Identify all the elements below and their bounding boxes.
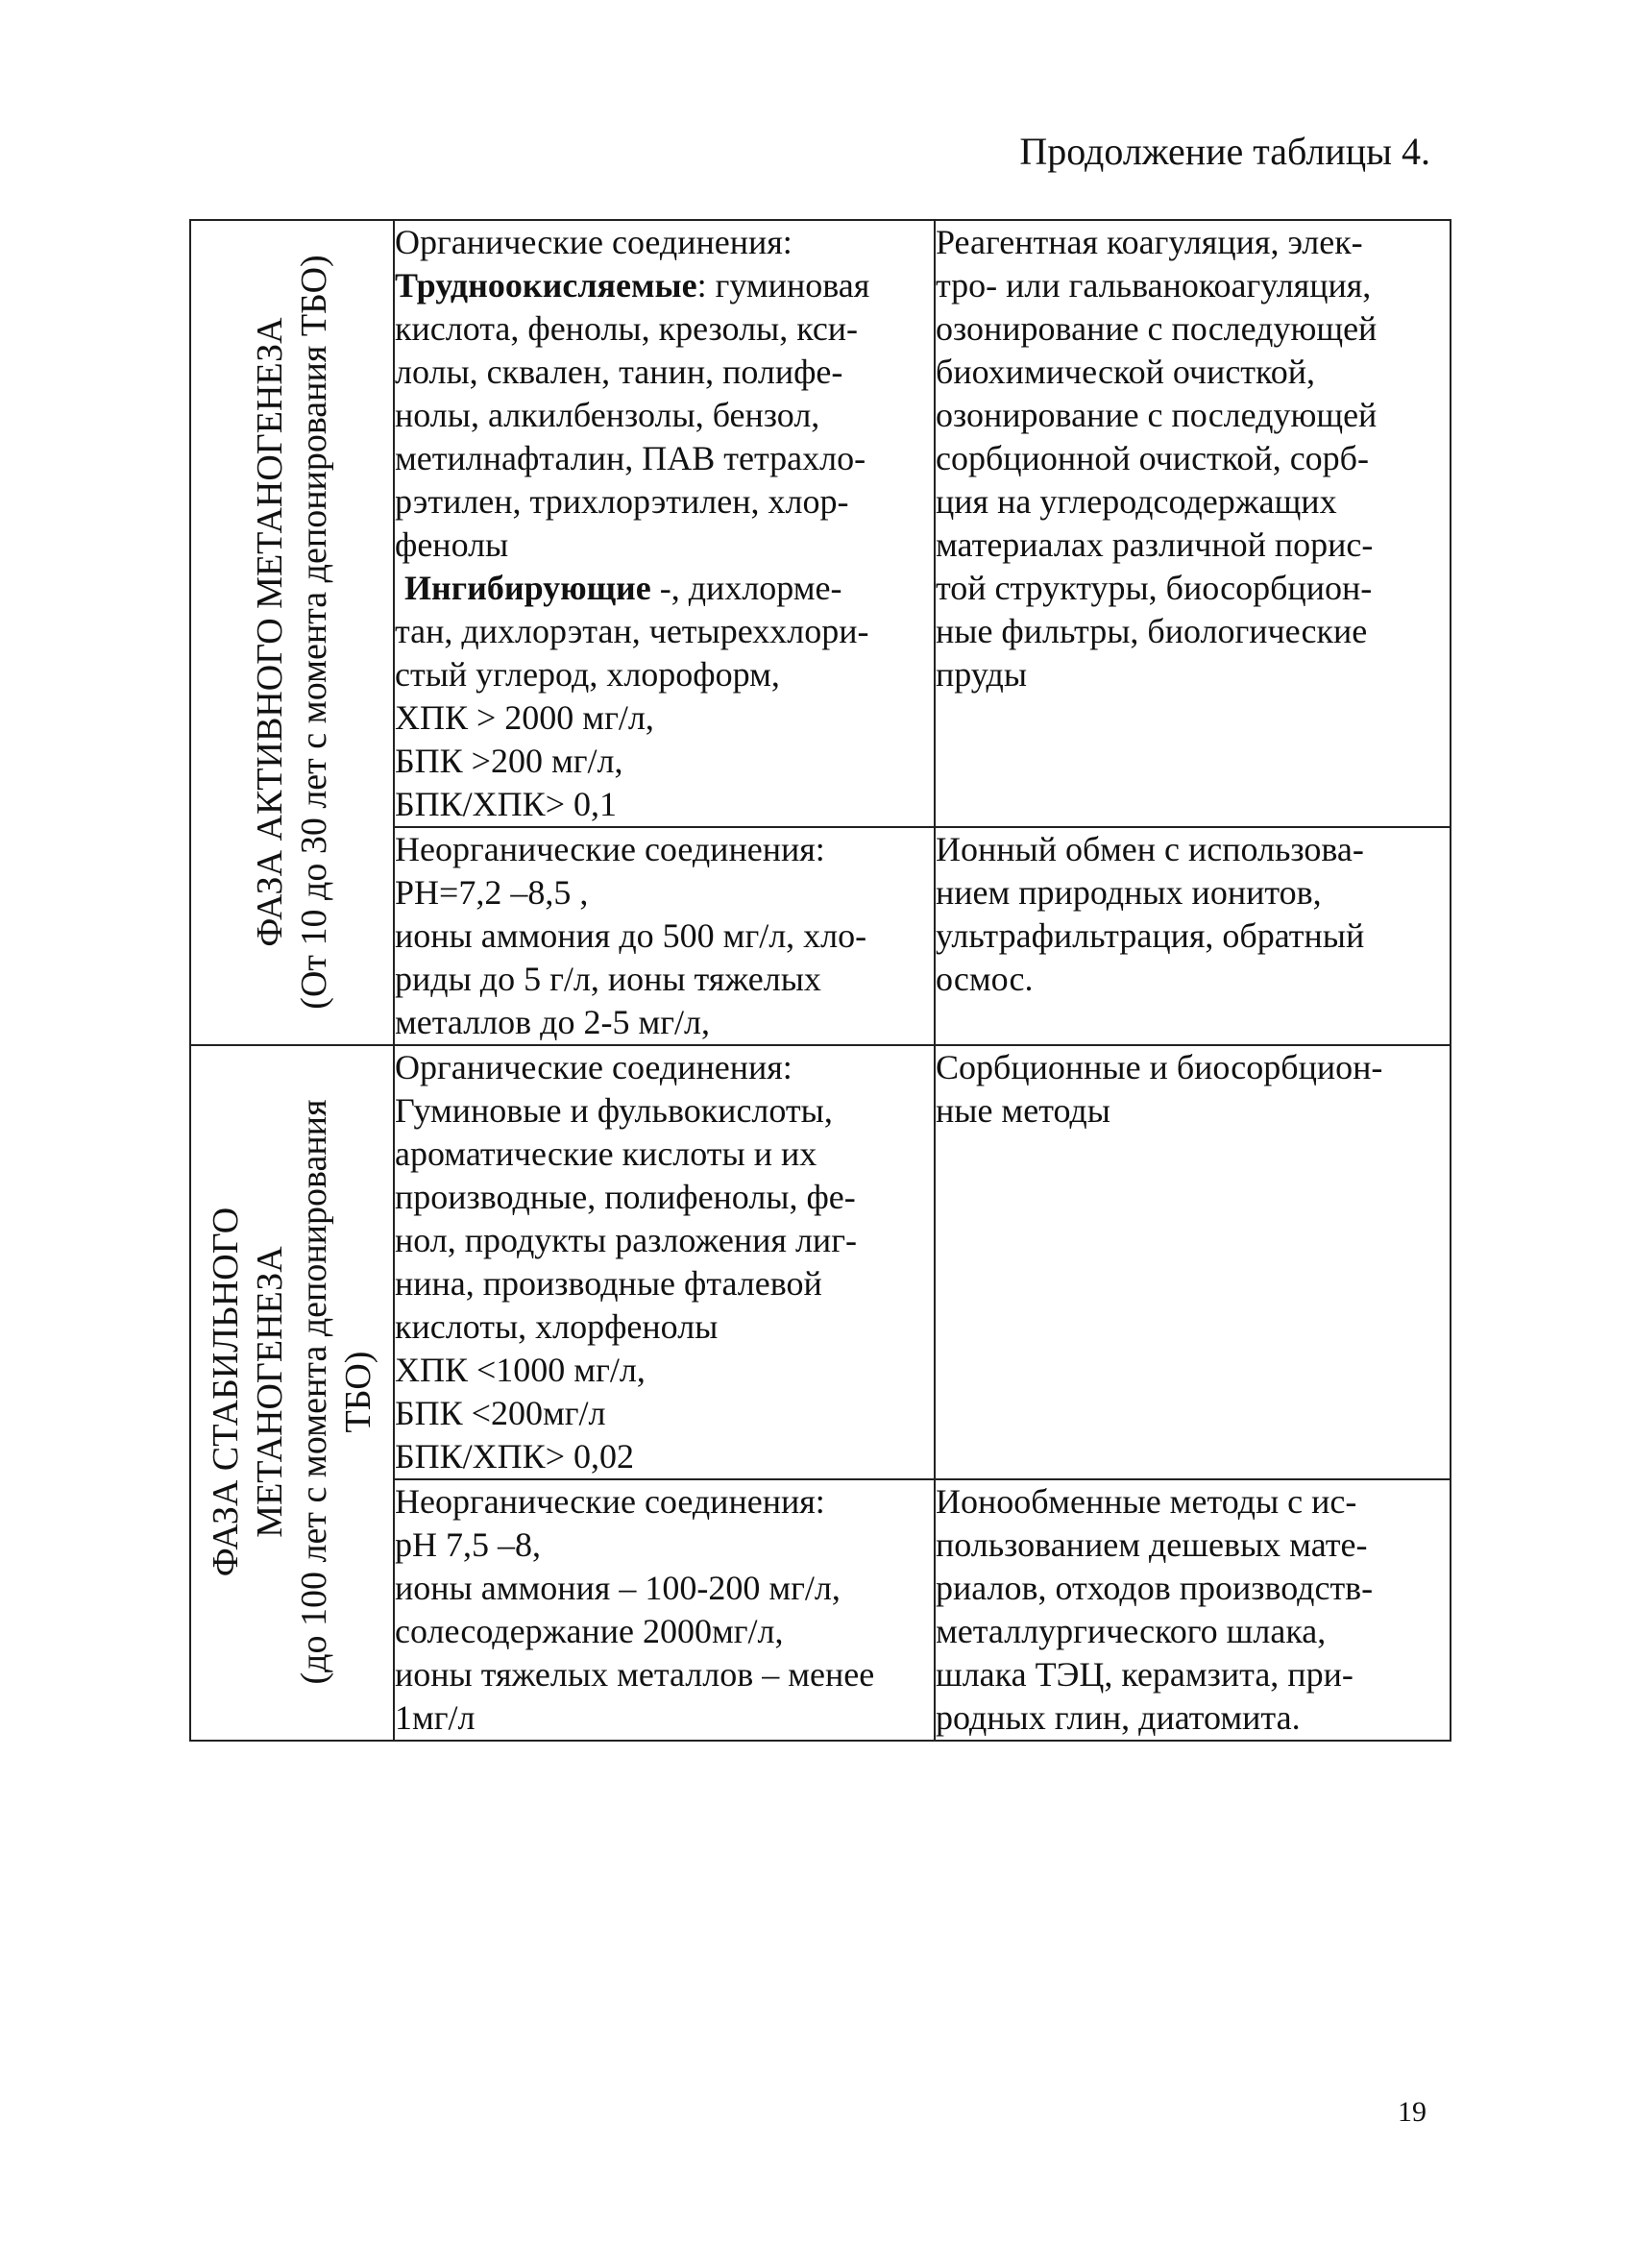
inhibiting-tail: -, дихлорме- [650,569,842,607]
methods-line: Ионообменные методы с ис- [936,1482,1357,1521]
composition-line: солесодержание 2000мг/л, [395,1612,784,1650]
methods-line: Ионный обмен с использова- [936,830,1364,868]
composition-line: ХПК > 2000 мг/л, [395,698,654,737]
phase-subtitle: ТБО) [338,1351,378,1432]
page-number: 19 [1398,2096,1427,2128]
composition-line: нолы, алкилбензолы, бензол, [395,396,820,434]
composition-line: БПК/ХПК> 0,02 [395,1437,634,1475]
phase-title: МЕТАНОГЕНЕЗА [250,1245,290,1538]
methods-line: металлургического шлака, [936,1612,1327,1650]
composition-line [395,264,934,307]
methods-line: нием природных ионитов, [936,873,1322,912]
composition-line: 1мг/л [395,1698,476,1737]
composition-cell [394,1045,935,1479]
composition-cell [394,220,935,827]
methods-cell [935,1045,1451,1479]
methods-line: осмос. [936,960,1034,998]
composition-line: ароматические кислоты и их [395,1134,817,1173]
methods-cell [935,827,1451,1045]
composition-line: тан, дихлорэтан, четыреххлори- [395,612,869,650]
phase-cell-stable [190,1045,394,1741]
methods-line: тро- или гальванокоагуляция, [936,266,1372,305]
composition-line: рэтилен, трихлорэтилен, хлор- [395,482,849,521]
methods-line: риалов, отходов производств- [936,1569,1374,1607]
composition-line: ХПК <1000 мг/л, [395,1351,646,1389]
composition-line: фенолы [395,525,509,564]
composition-line: ионы аммония до 500 мг/л, хло- [395,916,867,955]
composition-line: ионы аммония – 100-200 мг/л, [395,1569,841,1607]
composition-line: Неорганические соединения: [395,830,825,868]
phase-title: ФАЗА СТАБИЛЬНОГО [206,1207,246,1576]
composition-cell [394,1479,935,1741]
composition-line: стый углерод, хлороформ, [395,655,780,694]
methods-line: пользованием дешевых мате- [936,1525,1368,1564]
composition-line: кислота, фенолы, крезолы, кси- [395,309,859,348]
methods-line: озонирование с последующей [936,396,1378,434]
composition-line: лолы, сквален, танин, полифе- [395,353,843,391]
composition-line: металлов до 2-5 мг/л, [395,1003,710,1041]
methods-line: биохимической очисткой, [936,353,1315,391]
composition-line: метилнафталин, ПАВ тетрахло- [395,439,866,477]
phase-subtitle: (до 100 лет с момента депонирования [294,1099,334,1684]
composition-line: Органические соединения: [395,1048,793,1086]
table-row [190,220,1451,827]
methods-line: родных глин, диатомита. [936,1698,1301,1737]
methods-line: ные фильтры, биологические [936,612,1368,650]
methods-line: ультрафильтрация, обратный [936,916,1365,955]
methods-line: ные методы [936,1091,1110,1130]
methods-line: Сорбционные и биосорбцион- [936,1048,1383,1086]
composition-line: ионы тяжелых металлов – менее [395,1655,875,1694]
table-row [190,1045,1451,1479]
methods-line: пруды [936,655,1028,694]
methods-line: сорбционной очисткой, сорб- [936,439,1369,477]
composition-line: РН=7,2 –8,5 , [395,873,589,912]
composition-line: кислоты, хлорфенолы [395,1307,719,1346]
composition-line: нол, продукты разложения лиг- [395,1221,857,1259]
phase-cell-active [190,220,394,1045]
treatment-table [189,219,1451,1742]
composition-line: БПК <200мг/л [395,1394,606,1432]
phase-title: ФАЗА АКТИВНОГО МЕТАНОГЕНЕЗА [250,317,290,947]
methods-line: материалах различной порис- [936,525,1374,564]
composition-line: производные, полифенолы, фе- [395,1178,856,1216]
methods-line: озонирование с последующей [936,309,1378,348]
composition-line: Неорганические соединения: [395,1482,825,1521]
composition-heading: Органические соединения: [395,223,793,261]
hard-oxidizable-tail: : гуминовая [696,266,870,305]
composition-line: риды до 5 г/л, ионы тяжелых [395,960,821,998]
composition-line: нина, производные фталевой [395,1264,822,1303]
methods-line: ция на углеродсодержащих [936,482,1337,521]
methods-cell [935,1479,1451,1741]
composition-line: рН 7,5 –8, [395,1525,541,1564]
composition-line [395,567,934,610]
composition-cell [394,827,935,1045]
methods-line: Реагентная коагуляция, элек- [936,223,1363,261]
methods-line: шлака ТЭЦ, керамзита, при- [936,1655,1354,1694]
hard-oxidizable-label: Трудноокисляемые [395,266,697,305]
composition-line: БПК/ХПК> 0,1 [395,785,617,823]
methods-cell [935,220,1451,827]
composition-line: Гуминовые и фульвокислоты, [395,1091,833,1130]
phase-subtitle: (От 10 до 30 лет с момента депонирования ТБО) [294,255,334,1010]
methods-line: той структуры, биосорбцион- [936,569,1373,607]
inhibiting-label: Ингибирующие [404,569,651,607]
composition-line: БПК >200 мг/л, [395,742,623,780]
table-caption: Продолжение таблицы 4. [1019,130,1430,173]
